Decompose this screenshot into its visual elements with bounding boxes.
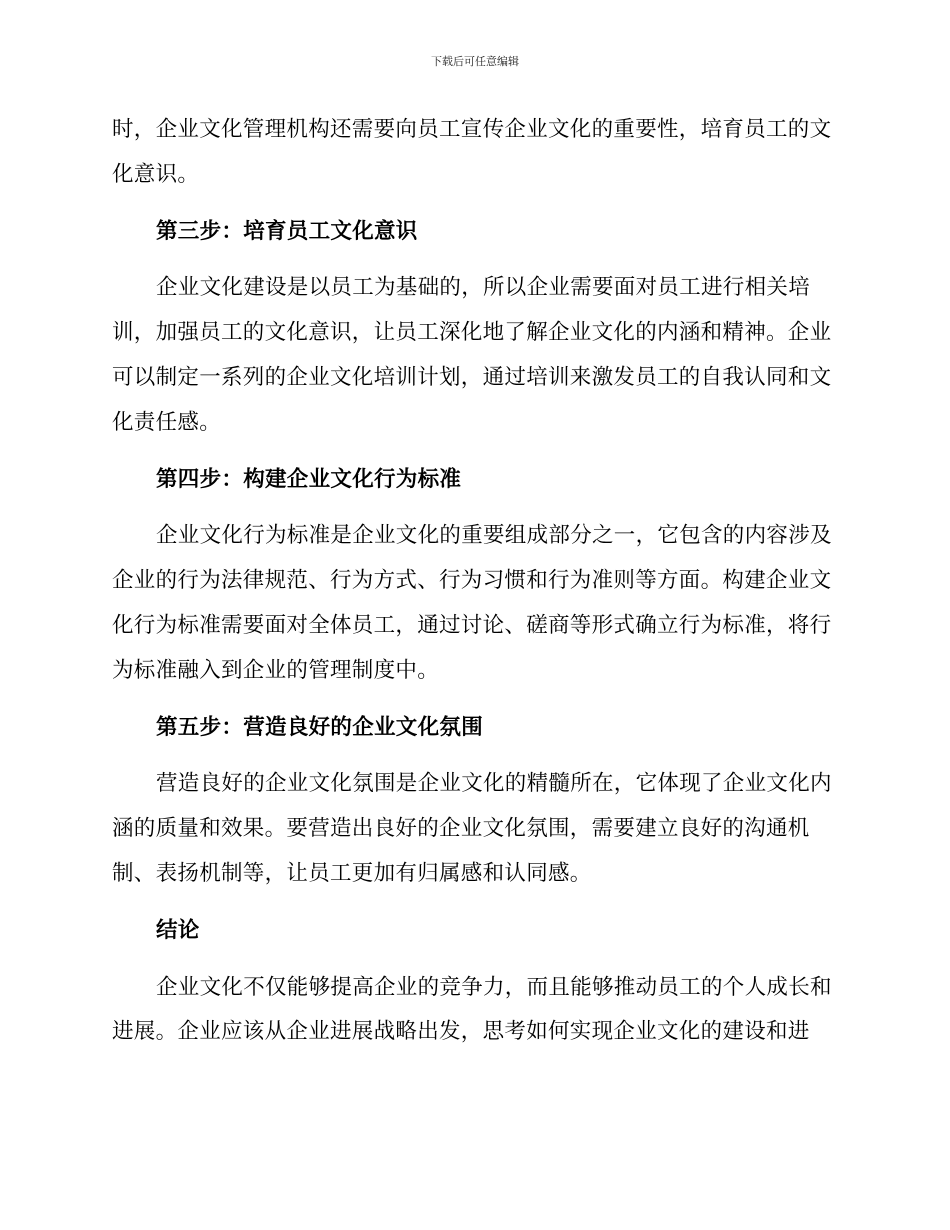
paragraph-step5: 营造良好的企业文化氛围是企业文化的精髓所在，它体现了企业文化内涵的质量和效果。要营造出良好的企业文化氛围，需要建立良好的沟通机制、表扬机制等，让员工更加有归属感和认同感。 — [112, 771, 832, 886]
paragraph-continuation: 时，企业文化管理机构还需要向员工宣传企业文化的重要性，培育员工的文化意识。 — [112, 117, 832, 187]
section-heading-step5: 第五步：营造良好的企业文化氛围 — [156, 714, 484, 740]
document-body — [112, 108, 834, 1067]
section-heading-step3: 第三步：培育员工文化意识 — [156, 218, 418, 244]
paragraph-conclusion: 企业文化不仅能够提高企业的竞争力，而且能够推动员工的个人成长和进展。企业应该从企业进展战略出发，思考如何实现企业文化的建设和进 — [112, 974, 832, 1045]
section-heading-conclusion: 结论 — [156, 917, 200, 943]
page-header: 下载后可任意编辑 — [431, 55, 519, 68]
paragraph-step4: 企业文化行为标准是企业文化的重要组成部分之一，它包含的内容涉及企业的行为法律规范、行为方式、行为习惯和行为准则等方面。构建企业文化行为标准需要面对全体员工，通过讨论、磋商等形式确立行为标准，将行为标准融入到企业的管理制度中。 — [112, 523, 832, 683]
paragraph-step3: 企业文化建设是以员工为基础的，所以企业需要面对员工进行相关培训，加强员工的文化意识，让员工深化地了解企业文化的内涵和精神。企业可以制定一系列的企业文化培训计划，通过培训来激发员工的自我认同和文化责任感。 — [112, 275, 832, 435]
section-heading-step4: 第四步：构建企业文化行为标准 — [156, 466, 462, 492]
